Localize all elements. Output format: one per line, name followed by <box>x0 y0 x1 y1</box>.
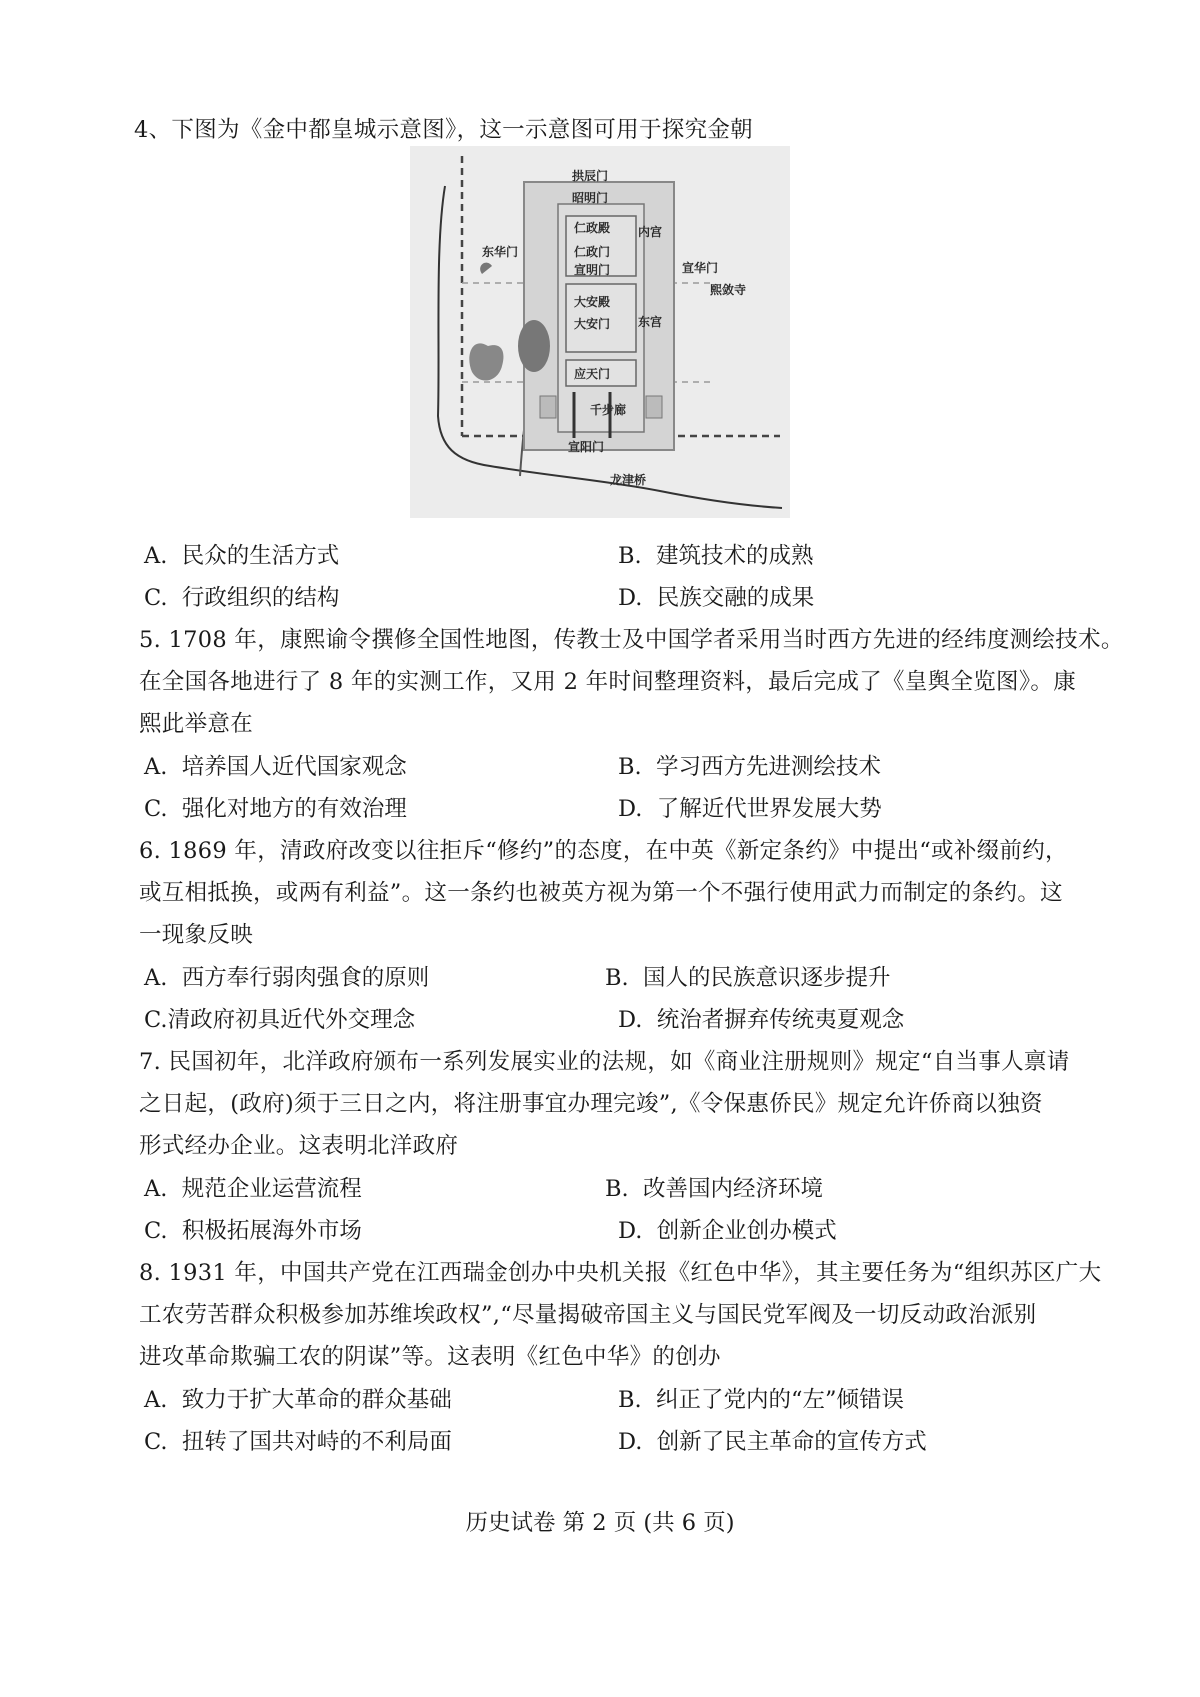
label-donggong: 东宫 <box>638 315 663 329</box>
label-renzheng-gate: 仁政门 <box>574 245 611 259</box>
question-5-line-3: 熙此举意在 <box>139 711 254 737</box>
label-daan-hall: 大安殿 <box>574 295 611 309</box>
option-text: 国人的民族意识逐步提升 <box>643 965 891 991</box>
q5-option-d <box>618 794 882 824</box>
option-label: C. <box>144 796 168 822</box>
option-label: B. <box>618 543 642 569</box>
q6-option-c <box>144 1005 415 1035</box>
question-7-line-2: 之日起，(政府)须于三日之内，将注册事宜办理完竣”,《令保惠侨民》规定允许侨商以独资 <box>139 1091 1043 1117</box>
option-label: D. <box>618 1429 643 1455</box>
q7-option-b <box>605 1174 823 1204</box>
option-label: A. <box>144 1387 168 1413</box>
label-renzheng-hall: 仁政殿 <box>574 221 611 235</box>
q4-option-c <box>144 583 339 613</box>
q6-option-a <box>144 963 429 993</box>
option-label: B. <box>618 754 642 780</box>
q8-option-b <box>618 1385 904 1415</box>
option-text: 培养国人近代国家观念 <box>181 754 407 780</box>
question-6-line-1: 6. 1869 年，清政府改变以往拒斥“修约”的态度，在中英《新定条约》中提出“或补缀前约， <box>139 838 1068 864</box>
q7-option-d <box>618 1216 837 1246</box>
option-label: A. <box>144 754 168 780</box>
q5-option-b <box>618 752 881 782</box>
q8-option-a <box>144 1385 452 1415</box>
page-footer: 历史试卷 第 2 页 (共 6 页) <box>465 1510 735 1536</box>
option-text: 创新企业创办模式 <box>656 1218 837 1244</box>
label-daan-gate: 大安门 <box>574 317 611 331</box>
option-text: 清政府初具近代外交理念 <box>167 1007 416 1033</box>
option-text: 积极拓展海外市场 <box>181 1218 362 1244</box>
label-zhaoming-gate: 昭明门 <box>572 191 609 205</box>
q4-option-d <box>618 583 814 613</box>
q4-option-b <box>618 541 814 571</box>
label-xuanyang-gate: 宣阳门 <box>568 440 605 454</box>
label-xuanming-gate: 宣明门 <box>574 263 611 277</box>
option-text: 建筑技术的成熟 <box>656 543 814 569</box>
option-text: 学习西方先进测绘技术 <box>656 754 882 780</box>
question-8-line-1: 8. 1931 年，中国共产党在江西瑞金创办中央机关报《红色中华》，其主要任务为“组织苏区广大 <box>139 1260 1102 1286</box>
option-text: 民族交融的成果 <box>656 585 815 611</box>
option-label: B. <box>605 1176 629 1202</box>
option-text: 了解近代世界发展大势 <box>656 796 882 822</box>
option-text: 统治者摒弃传统夷夏观念 <box>656 1007 905 1033</box>
label-donghua-gate: 东华门 <box>482 245 519 259</box>
q6-option-d <box>618 1005 904 1035</box>
option-label: D. <box>618 1218 643 1244</box>
option-label: C. <box>144 585 168 611</box>
q8-option-c <box>144 1427 452 1457</box>
question-8-line-2: 工农劳苦群众积极参加苏维埃政权”,“尽量揭破帝国主义与国民党军阀及一切反动政治派别 <box>139 1302 1037 1328</box>
option-text: 改善国内经济环境 <box>643 1176 824 1202</box>
option-text: 行政组织的结构 <box>181 585 340 611</box>
q4-option-a <box>144 541 339 571</box>
label-gongchen-gate: 拱辰门 <box>572 169 609 183</box>
q7-option-c <box>144 1216 362 1246</box>
option-text: 扭转了国共对峙的不利局面 <box>181 1429 452 1455</box>
q8-option-d <box>618 1427 927 1457</box>
label-longjin-bridge: 龙津桥 <box>610 473 647 487</box>
question-5-line-2: 在全国各地进行了 8 年的实测工作，又用 2 年时间整理资料，最后完成了《皇舆全览图》。康 <box>139 669 1076 695</box>
label-xihua-gate: 宣华门 <box>682 261 719 275</box>
q5-option-a <box>144 752 407 782</box>
label-temple: 熙敛寺 <box>710 283 747 297</box>
question-6-line-3: 一现象反映 <box>139 922 254 948</box>
option-text: 纠正了党内的“左”倾错误 <box>656 1387 905 1413</box>
option-text: 致力于扩大革命的群众基础 <box>181 1387 452 1413</box>
label-yingtian-gate: 应天门 <box>574 367 611 381</box>
option-label: B. <box>618 1387 642 1413</box>
option-label: A. <box>144 543 168 569</box>
question-6-line-2: 或互相抵换，或两有利益”。这一条约也被英方视为第一个不强行使用武力而制定的条约。这 <box>139 880 1063 906</box>
option-text: 创新了民主革命的宣传方式 <box>656 1429 927 1455</box>
label-qianbu-corridor: 千步廊 <box>590 403 627 417</box>
option-label: D. <box>618 1007 643 1033</box>
option-text: 西方奉行弱肉强食的原则 <box>181 965 430 991</box>
option-text: 规范企业运营流程 <box>181 1176 362 1202</box>
option-label: C. <box>144 1218 168 1244</box>
question-4-line-1: 4、下图为《金中都皇城示意图》，这一示意图可用于探究金朝 <box>134 117 753 143</box>
q6-option-b <box>605 963 891 993</box>
q7-option-a <box>144 1174 362 1204</box>
option-label: A. <box>144 965 168 991</box>
question-7-line-3: 形式经办企业。这表明北洋政府 <box>139 1133 459 1159</box>
option-label: C. <box>144 1429 168 1455</box>
option-label: D. <box>618 796 643 822</box>
option-label: A. <box>144 1176 168 1202</box>
option-label: B. <box>605 965 629 991</box>
label-neigong: 内宫 <box>638 225 663 239</box>
q5-option-c <box>144 794 407 824</box>
jin-zhongdu-imperial-city-map <box>410 146 790 518</box>
question-8-line-3: 进攻革命欺骗工农的阴谋”等。这表明《红色中华》的创办 <box>139 1344 721 1370</box>
option-label: D. <box>618 585 643 611</box>
question-7-line-1: 7. 民国初年，北洋政府颁布一系列发展实业的法规，如《商业注册规则》规定“自当事人禀请 <box>139 1049 1070 1075</box>
question-5-line-1: 5. 1708 年，康熙谕令撰修全国性地图，传教士及中国学者采用当时西方先进的经纬度测绘技术。 <box>139 627 1124 653</box>
option-text: 强化对地方的有效治理 <box>181 796 407 822</box>
option-text: 民众的生活方式 <box>181 543 340 569</box>
option-label: C. <box>144 1007 168 1033</box>
